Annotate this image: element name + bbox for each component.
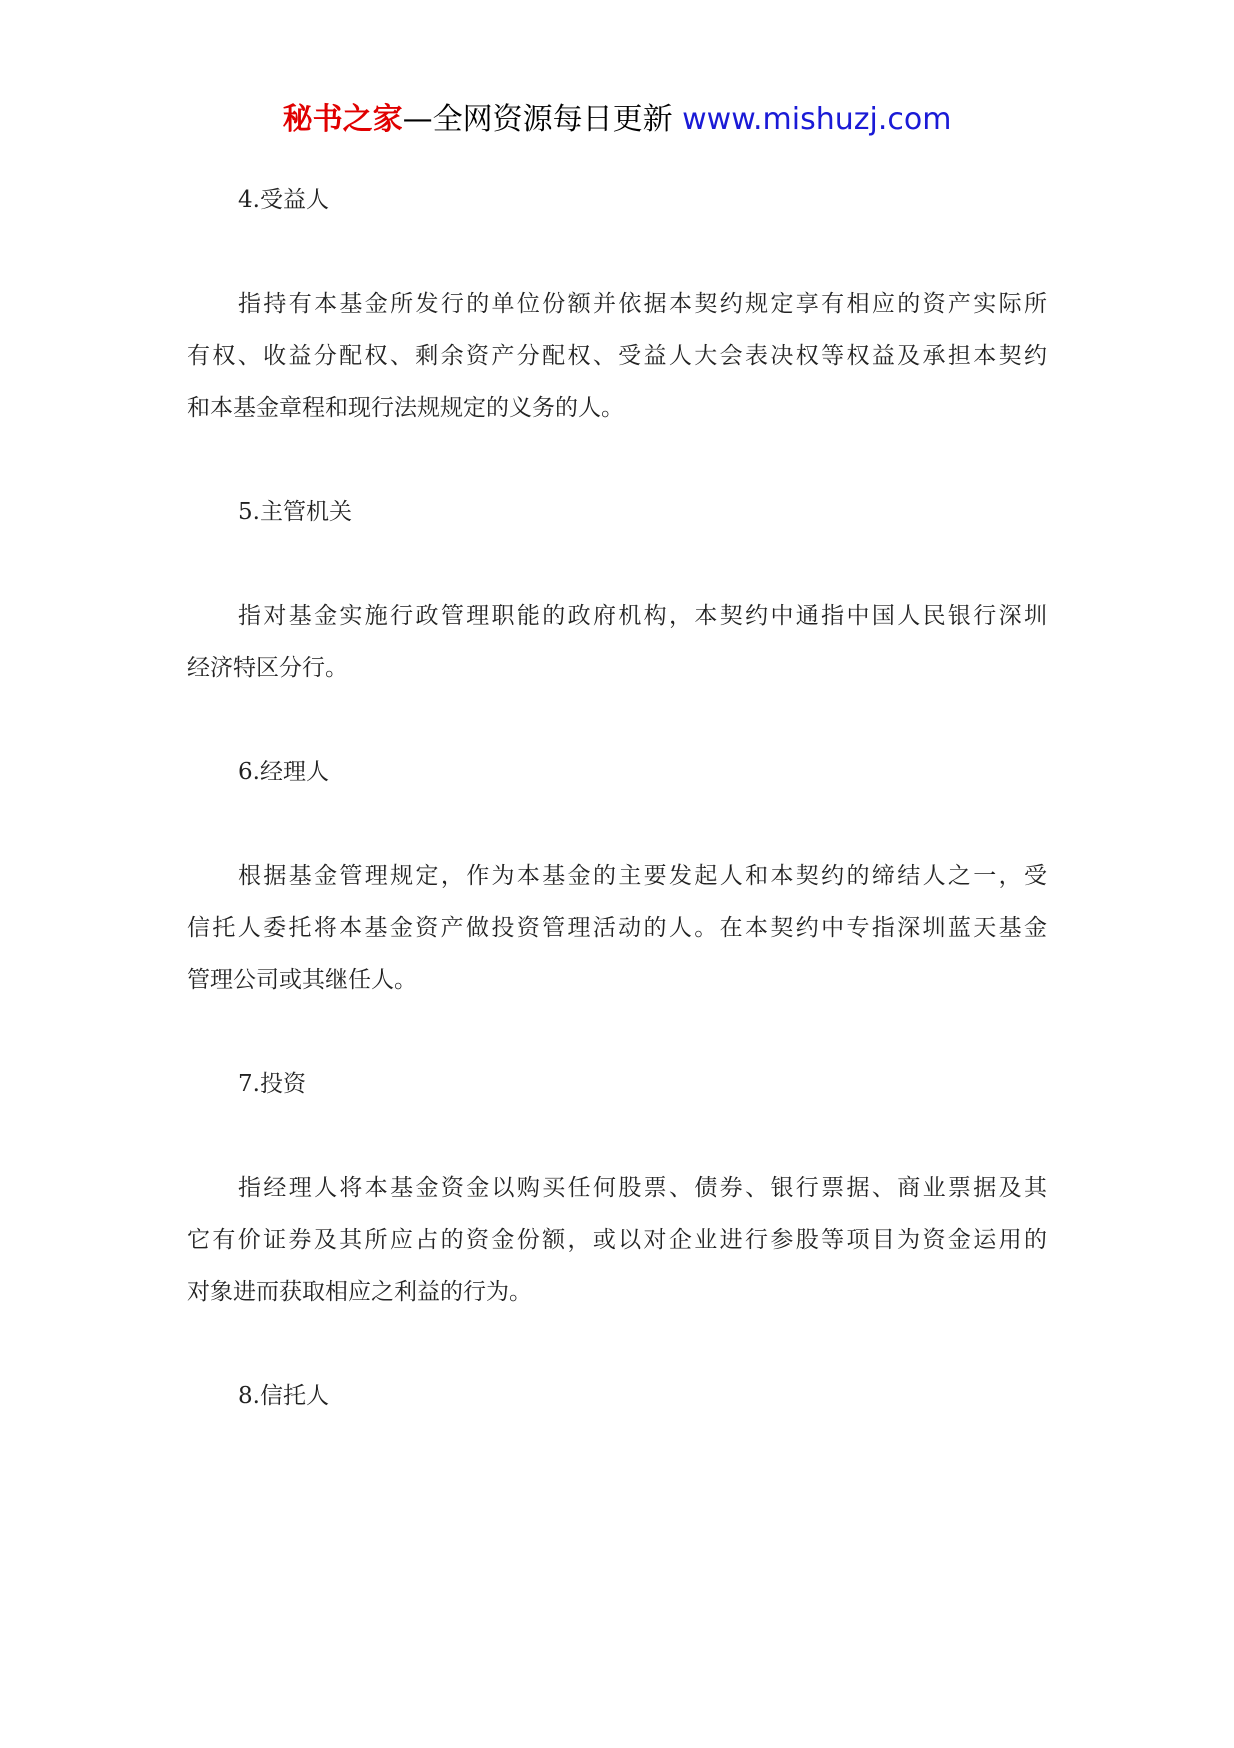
paragraph-line: 对象进而获取相应之利益的行为。 <box>187 1279 532 1305</box>
paragraph-line: 指经理人将本基金资金以购买任何股票、债券、银行票据、商业票据及其 <box>238 1175 1047 1201</box>
paragraph-line: 信托人委托将本基金资产做投资管理活动的人。在本契约中专指深圳蓝天基金 <box>187 915 1047 941</box>
section-heading: 4.受益人 <box>238 187 329 213</box>
paragraph-line: 和本基金章程和现行法规规定的义务的人。 <box>187 395 624 421</box>
paragraph-line: 经济特区分行。 <box>187 655 348 681</box>
site-url-link[interactable]: www.mishuzj.com <box>682 102 952 137</box>
site-brand: 秘书之家 <box>282 102 403 137</box>
site-slogan: —全网资源每日更新 <box>402 102 673 137</box>
section-heading: 6.经理人 <box>238 759 329 785</box>
section-heading: 7.投资 <box>238 1071 306 1097</box>
paragraph-line: 管理公司或其继任人。 <box>187 967 417 993</box>
section-heading: 8.信托人 <box>238 1383 329 1409</box>
paragraph-line: 指持有本基金所发行的单位份额并依据本契约规定享有相应的资产实际所 <box>238 291 1047 317</box>
paragraph-line: 指对基金实施行政管理职能的政府机构，本契约中通指中国人民银行深圳 <box>238 603 1047 629</box>
paragraph-line: 有权、收益分配权、剩余资产分配权、受益人大会表决权等权益及承担本契约 <box>187 343 1047 369</box>
paragraph-line: 它有价证券及其所应占的资金份额，或以对企业进行参股等项目为资金运用的 <box>187 1227 1047 1253</box>
section-heading: 5.主管机关 <box>238 499 352 525</box>
paragraph-line: 根据基金管理规定，作为本基金的主要发起人和本契约的缔结人之一，受 <box>238 863 1047 889</box>
